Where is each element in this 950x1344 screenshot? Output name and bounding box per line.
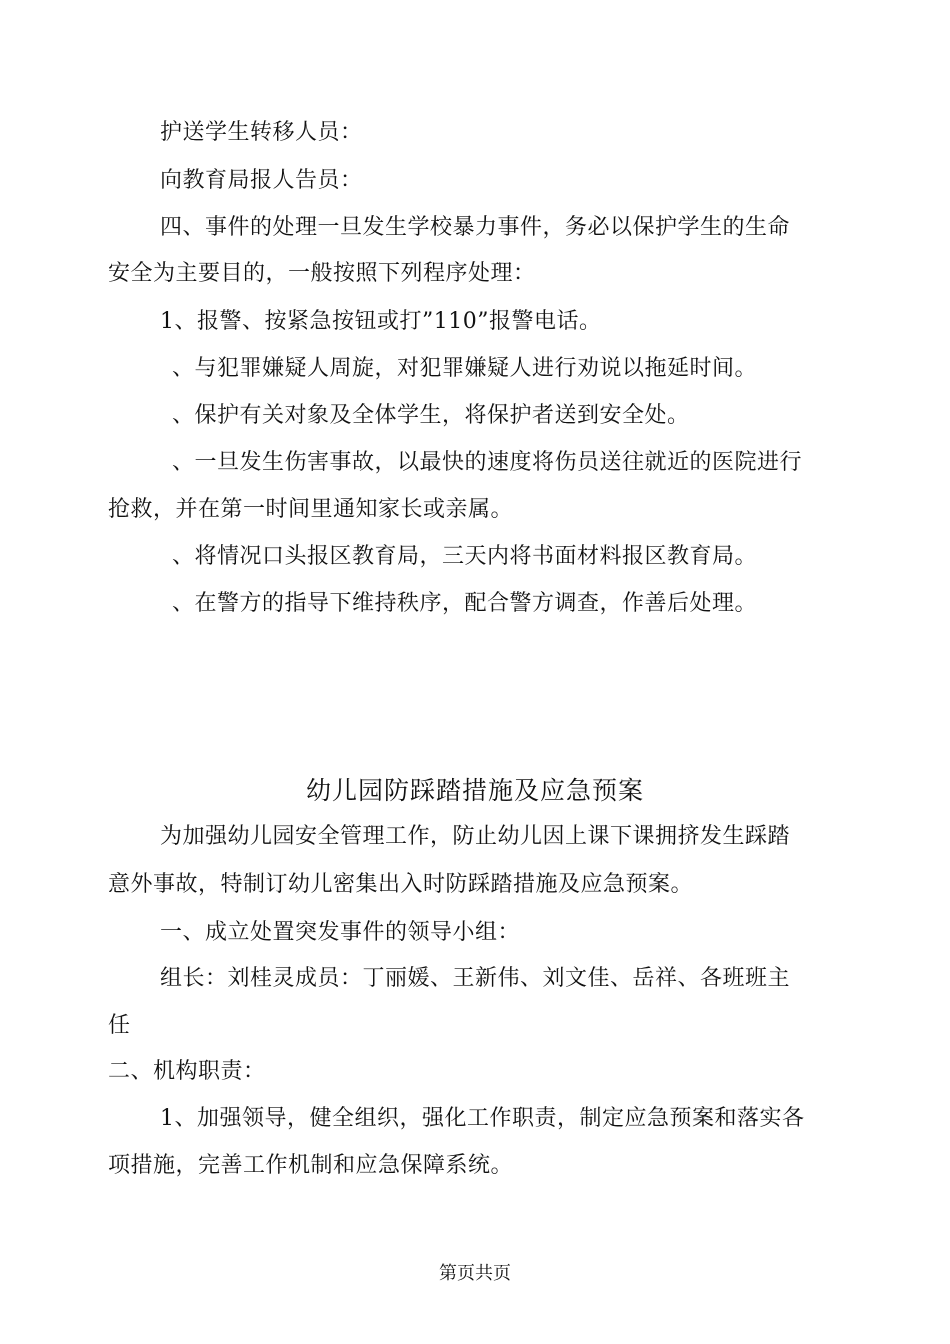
step-4-line-1: 、一旦发生伤害事故，以最快的速度将伤员送往就近的医院进行 — [172, 450, 803, 475]
escort-staff-line: 护送学生转移人员： — [160, 120, 363, 145]
duty-1-line-1: 1、加强领导，健全组织，强化工作职责，制定应急预案和落实各 — [160, 1106, 805, 1131]
step-6-line: 、在警方的指导下维持秩序，配合警方调查，作善后处理。 — [172, 591, 758, 616]
document-title: 幼儿园防踩踏措施及应急预案 — [305, 776, 644, 805]
step-1-line: 1、报警、按紧急按钮或打”110”报警电话。 — [160, 309, 602, 334]
duty-1-line-2: 项措施，完善工作机制和应急保障系统。 — [108, 1153, 514, 1178]
step-2-line: 、与犯罪嫌疑人周旋，对犯罪嫌疑人进行劝说以拖延时间。 — [172, 356, 758, 381]
step-4-line-2: 抢救，并在第一时间里通知家长或亲属。 — [108, 497, 514, 522]
reporter-line: 向教育局报人告员： — [160, 168, 363, 193]
step-5-line: 、将情况口头报区教育局，三天内将书面材料报区教育局。 — [172, 544, 758, 569]
members-line-1: 组长：刘桂灵成员：丁丽媛、王新伟、刘文佳、岳祥、各班班主 — [160, 966, 791, 991]
members-line-2: 任 — [108, 1013, 131, 1038]
page-footer: 第页共页 — [439, 1263, 511, 1284]
handling-intro-line-1: 四、事件的处理一旦发生学校暴力事件，务必以保护学生的生命 — [160, 215, 791, 240]
step-3-line: 、保护有关对象及全体学生，将保护者送到安全处。 — [172, 403, 690, 428]
heading-leadership-group: 一、成立处置突发事件的领导小组： — [160, 920, 521, 945]
intro-line-2: 意外事故，特制订幼儿密集出入时防踩踏措施及应急预案。 — [108, 872, 694, 897]
intro-line-1: 为加强幼儿园安全管理工作，防止幼儿因上课下课拥挤发生踩踏 — [160, 824, 791, 849]
heading-duties: 二、机构职责： — [108, 1059, 266, 1084]
handling-intro-line-2: 安全为主要目的，一般按照下列程序处理： — [108, 261, 536, 286]
